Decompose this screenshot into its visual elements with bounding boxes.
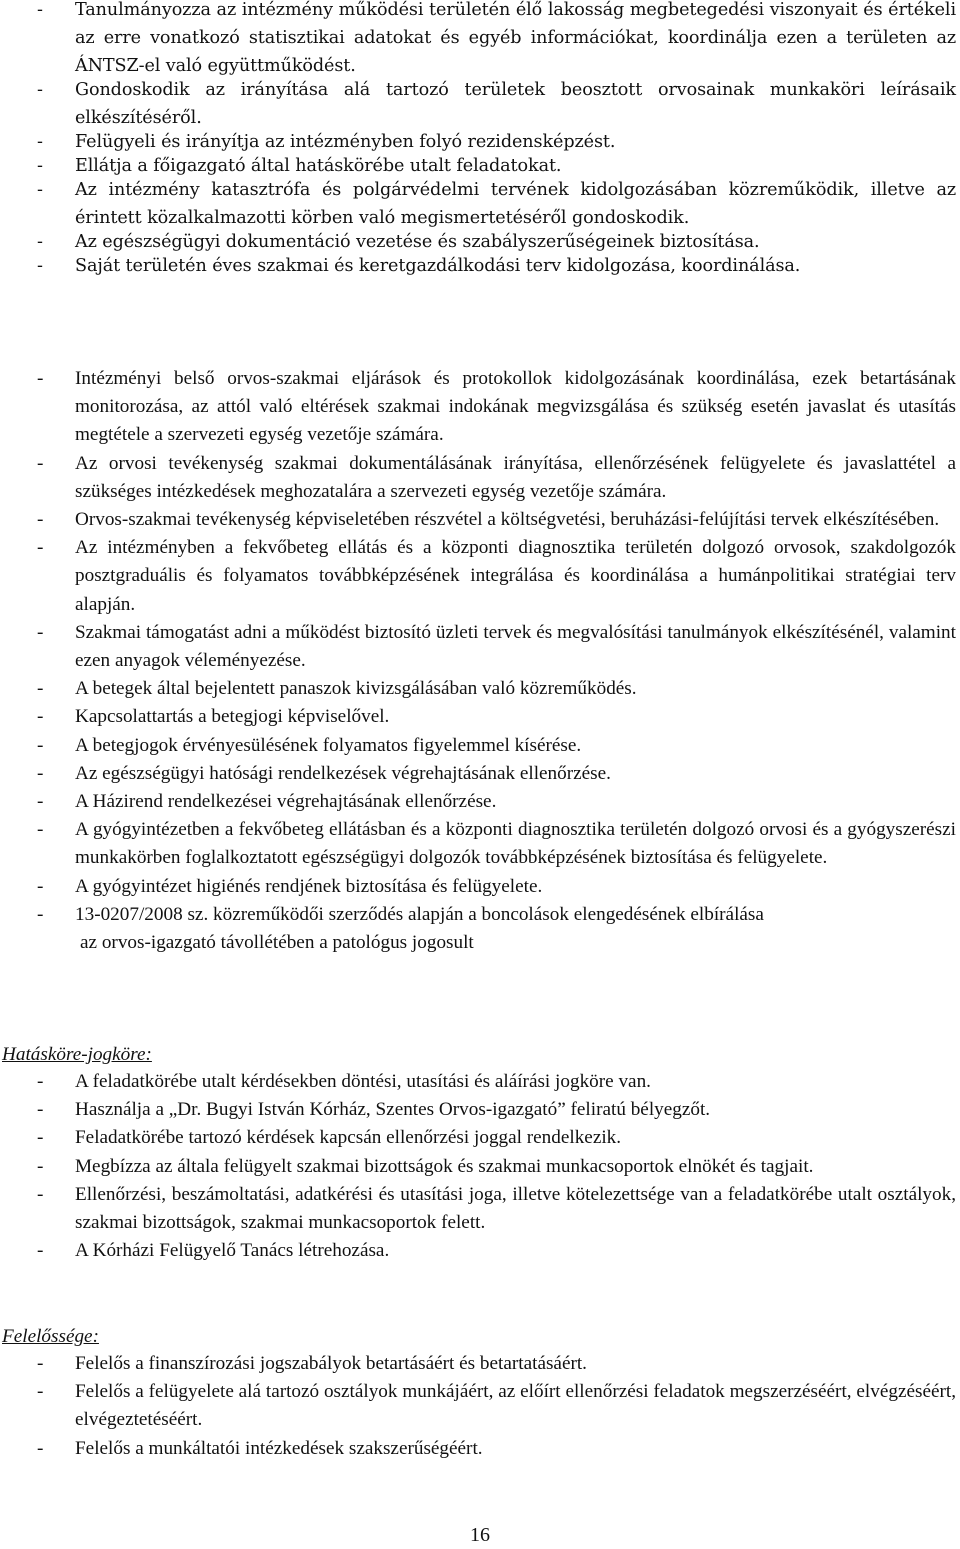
bullet-dash: - — [37, 537, 44, 559]
bullet-dash: - — [37, 180, 43, 200]
list-item-text: A gyógyintézet higiénés rendjének biztosítása és felügyelete. — [75, 875, 543, 897]
list-item-text: Ellátja a főigazgató által hatáskörébe utalt feladatokat. — [75, 156, 562, 176]
list-item-text: Intézményi belső orvos-szakmai eljárások és protokollok kidolgozásának koordinálása, ezek betartásának monitorozása, az attól való eltérések szakmai indokának megvizsgálása és szükség esetén javaslat és utasítás megtétele a szervezeti egység vezetője számára. — [75, 368, 956, 446]
list-item-text: Használja a „Dr. Bugyi István Kórház, Szentes Orvos-igazgató” feliratú bélyegzőt. — [75, 1099, 711, 1121]
list-item-text: Feladatkörébe tartozó kérdések kapcsán ellenőrzési joggal rendelkezik. — [75, 1127, 622, 1149]
list-item — [0, 76, 960, 132]
list-item — [0, 1237, 960, 1265]
list-item — [0, 1124, 960, 1152]
list-item — [0, 788, 960, 816]
list-item-text: Saját területén éves szakmai és keretgazdálkodási terv kidolgozása, koordinálása. — [75, 256, 801, 276]
list-item — [0, 1350, 960, 1378]
list-item-text: A feladatkörébe utalt kérdésekben döntési, utasítási és aláírási jogköre van. — [75, 1071, 651, 1092]
bullet-dash: - — [37, 1155, 44, 1177]
list-item — [0, 1378, 960, 1434]
list-item — [0, 760, 960, 788]
list-item-text: A betegjogok érvényesülésének folyamatos figyelemmel kísérése. — [75, 734, 582, 756]
list-item — [0, 506, 960, 534]
bullet-dash: - — [37, 256, 43, 276]
bullet-dash: - — [37, 509, 44, 531]
bullet-dash: - — [37, 1183, 44, 1205]
bullet-dash: - — [37, 1127, 44, 1149]
list-item-text: A gyógyintézetben a fekvőbeteg ellátásban és a központi diagnosztika területén dolgozó orvosi és a gyógyszerészi munkakörben foglalkoztatott egészségügyi dolgozók továbbképzésének biztosítása és felügyelete. — [75, 819, 956, 869]
responsibility-heading: Felelőssége: — [2, 1326, 99, 1347]
bullet-dash: - — [37, 903, 44, 925]
list-item — [0, 1068, 960, 1096]
list-item-text: 13-0207/2008 sz. közreműködői szerződés alapján a boncolások elengedésének elbírálása — [75, 903, 764, 925]
bullet-dash: - — [37, 368, 44, 389]
bullet-dash: - — [37, 819, 44, 841]
list-item — [0, 816, 960, 872]
page-number: 16 — [470, 1524, 490, 1546]
bullet-dash: - — [37, 1071, 44, 1092]
list-item-text: Ellenőrzési, beszámoltatási, adatkérési és utasítási joga, illetve kötelezettsége van a feladatkörébe utalt osztályok, szakmai bizottságok, szakmai munkacsoportok felett. — [75, 1183, 956, 1234]
list-item — [0, 252, 960, 280]
list-item-text: Az intézményben a fekvőbeteg ellátás és a központi diagnosztika területén dolgozó orvosok, szakdolgozók posztgraduális és folyamatos továbbképzésének integrálása és koordinálása a humánpolitikai stratégiai terv alapján. — [75, 537, 956, 615]
list-item — [0, 1435, 960, 1463]
list-item-text: A Házirend rendelkezései végrehajtásának ellenőrzése. — [75, 791, 497, 813]
list-item-text: Tanulmányozza az intézmény működési területén élő lakosság megbetegedési viszonyait és értékeli az erre vonatkozó statisztikai adatokat és egyéb információkat, koordinálja ezen a területen az ÁNTSZ-el való együttműködést. — [75, 0, 956, 76]
bullet-dash: - — [37, 80, 43, 100]
list-item-text: Felelős a finanszírozási jogszabályok betartásáért és betartatásáért. — [75, 1353, 587, 1374]
bullet-dash: - — [37, 132, 43, 152]
list-item-text: Gondoskodik az irányítása alá tartozó területek beosztott orvosainak munkaköri leírásaik elkészítéséről. — [75, 80, 956, 128]
rights-heading: Hatásköre-jogköre: — [2, 1044, 152, 1065]
bullet-dash: - — [37, 1437, 44, 1459]
responsibility-list — [0, 1350, 960, 1463]
main-duty-list — [0, 365, 960, 957]
bullet-dash: - — [37, 875, 44, 897]
list-item — [0, 1153, 960, 1181]
bullet-dash: - — [37, 452, 44, 474]
list-item — [0, 0, 960, 80]
rights-list — [0, 1068, 960, 1265]
list-item-text: A betegek által bejelentett panaszok kivizsgálásában való közreműködés. — [75, 678, 637, 700]
bullet-dash: - — [37, 1099, 44, 1121]
list-item-continuation: az orvos-igazgató távollétében a patológus jogosult — [80, 932, 474, 954]
bullet-dash: - — [37, 156, 43, 176]
bullet-dash: - — [37, 678, 44, 700]
list-item-text: Szakmai támogatást adni a működést biztosító üzleti tervek és megvalósítási tanulmányok elkészítésénél, valamint ezen anyagok véleményezése. — [75, 621, 956, 672]
list-item-text: Az egészségügyi hatósági rendelkezések végrehajtásának ellenőrzése. — [75, 762, 611, 784]
bullet-dash: - — [37, 0, 43, 20]
bullet-dash: - — [37, 734, 44, 756]
top-duty-list — [0, 0, 960, 280]
list-item — [0, 901, 960, 929]
list-item-text: A Kórházi Felügyelő Tanács létrehozása. — [75, 1240, 390, 1262]
bullet-dash: - — [37, 1240, 44, 1262]
bullet-dash: - — [37, 1353, 44, 1374]
bullet-dash: - — [37, 791, 44, 813]
list-item — [0, 176, 960, 232]
list-item — [0, 703, 960, 731]
list-item — [0, 450, 960, 506]
list-item — [0, 1181, 960, 1237]
list-item — [0, 732, 960, 760]
bullet-dash: - — [37, 706, 44, 728]
list-item — [0, 873, 960, 901]
bullet-dash: - — [37, 621, 44, 643]
list-item-text: Az egészségügyi dokumentáció vezetése és szabályszerűségeinek biztosítása. — [75, 232, 760, 252]
list-item — [0, 365, 960, 450]
bullet-dash: - — [37, 762, 44, 784]
list-item — [0, 675, 960, 703]
bullet-dash: - — [37, 1381, 44, 1403]
list-item-text: Felelős a munkáltatói intézkedések szakszerűségéért. — [75, 1437, 483, 1459]
list-item-text: Orvos-szakmai tevékenység képviseletében részvétel a költségvetési, beruházási-felújítási tervek elkészítésében. — [75, 509, 940, 531]
list-item-text: Felügyeli és irányítja az intézményben folyó rezidensképzést. — [75, 132, 616, 152]
list-item — [0, 534, 960, 619]
list-item-text: Kapcsolattartás a betegjogi képviselővel. — [75, 706, 390, 728]
list-item — [0, 619, 960, 675]
bullet-dash: - — [37, 232, 43, 252]
list-item-text: Felelős a felügyelete alá tartozó osztályok munkájáért, az előírt ellenőrzési feladatok megszerzéséért, elvégzéséért, elvégeztetéséért. — [75, 1381, 956, 1431]
list-item-text: Az orvosi tevékenység szakmai dokumentálásának irányítása, ellenőrzésének felügyelete és javaslattétel a szükséges intézkedések meghozatalára a szervezeti egység vezetője számára. — [75, 452, 956, 502]
list-item-text: Az intézmény katasztrófa és polgárvédelmi tervének kidolgozásában közreműködik, illetve az érintett közalkalmazotti körben való megismertetéséről gondoskodik. — [75, 180, 956, 228]
list-item-text: Megbízza az általa felügyelt szakmai bizottságok és szakmai munkacsoportok elnökét és tagjait. — [75, 1155, 814, 1177]
list-item — [0, 1096, 960, 1124]
